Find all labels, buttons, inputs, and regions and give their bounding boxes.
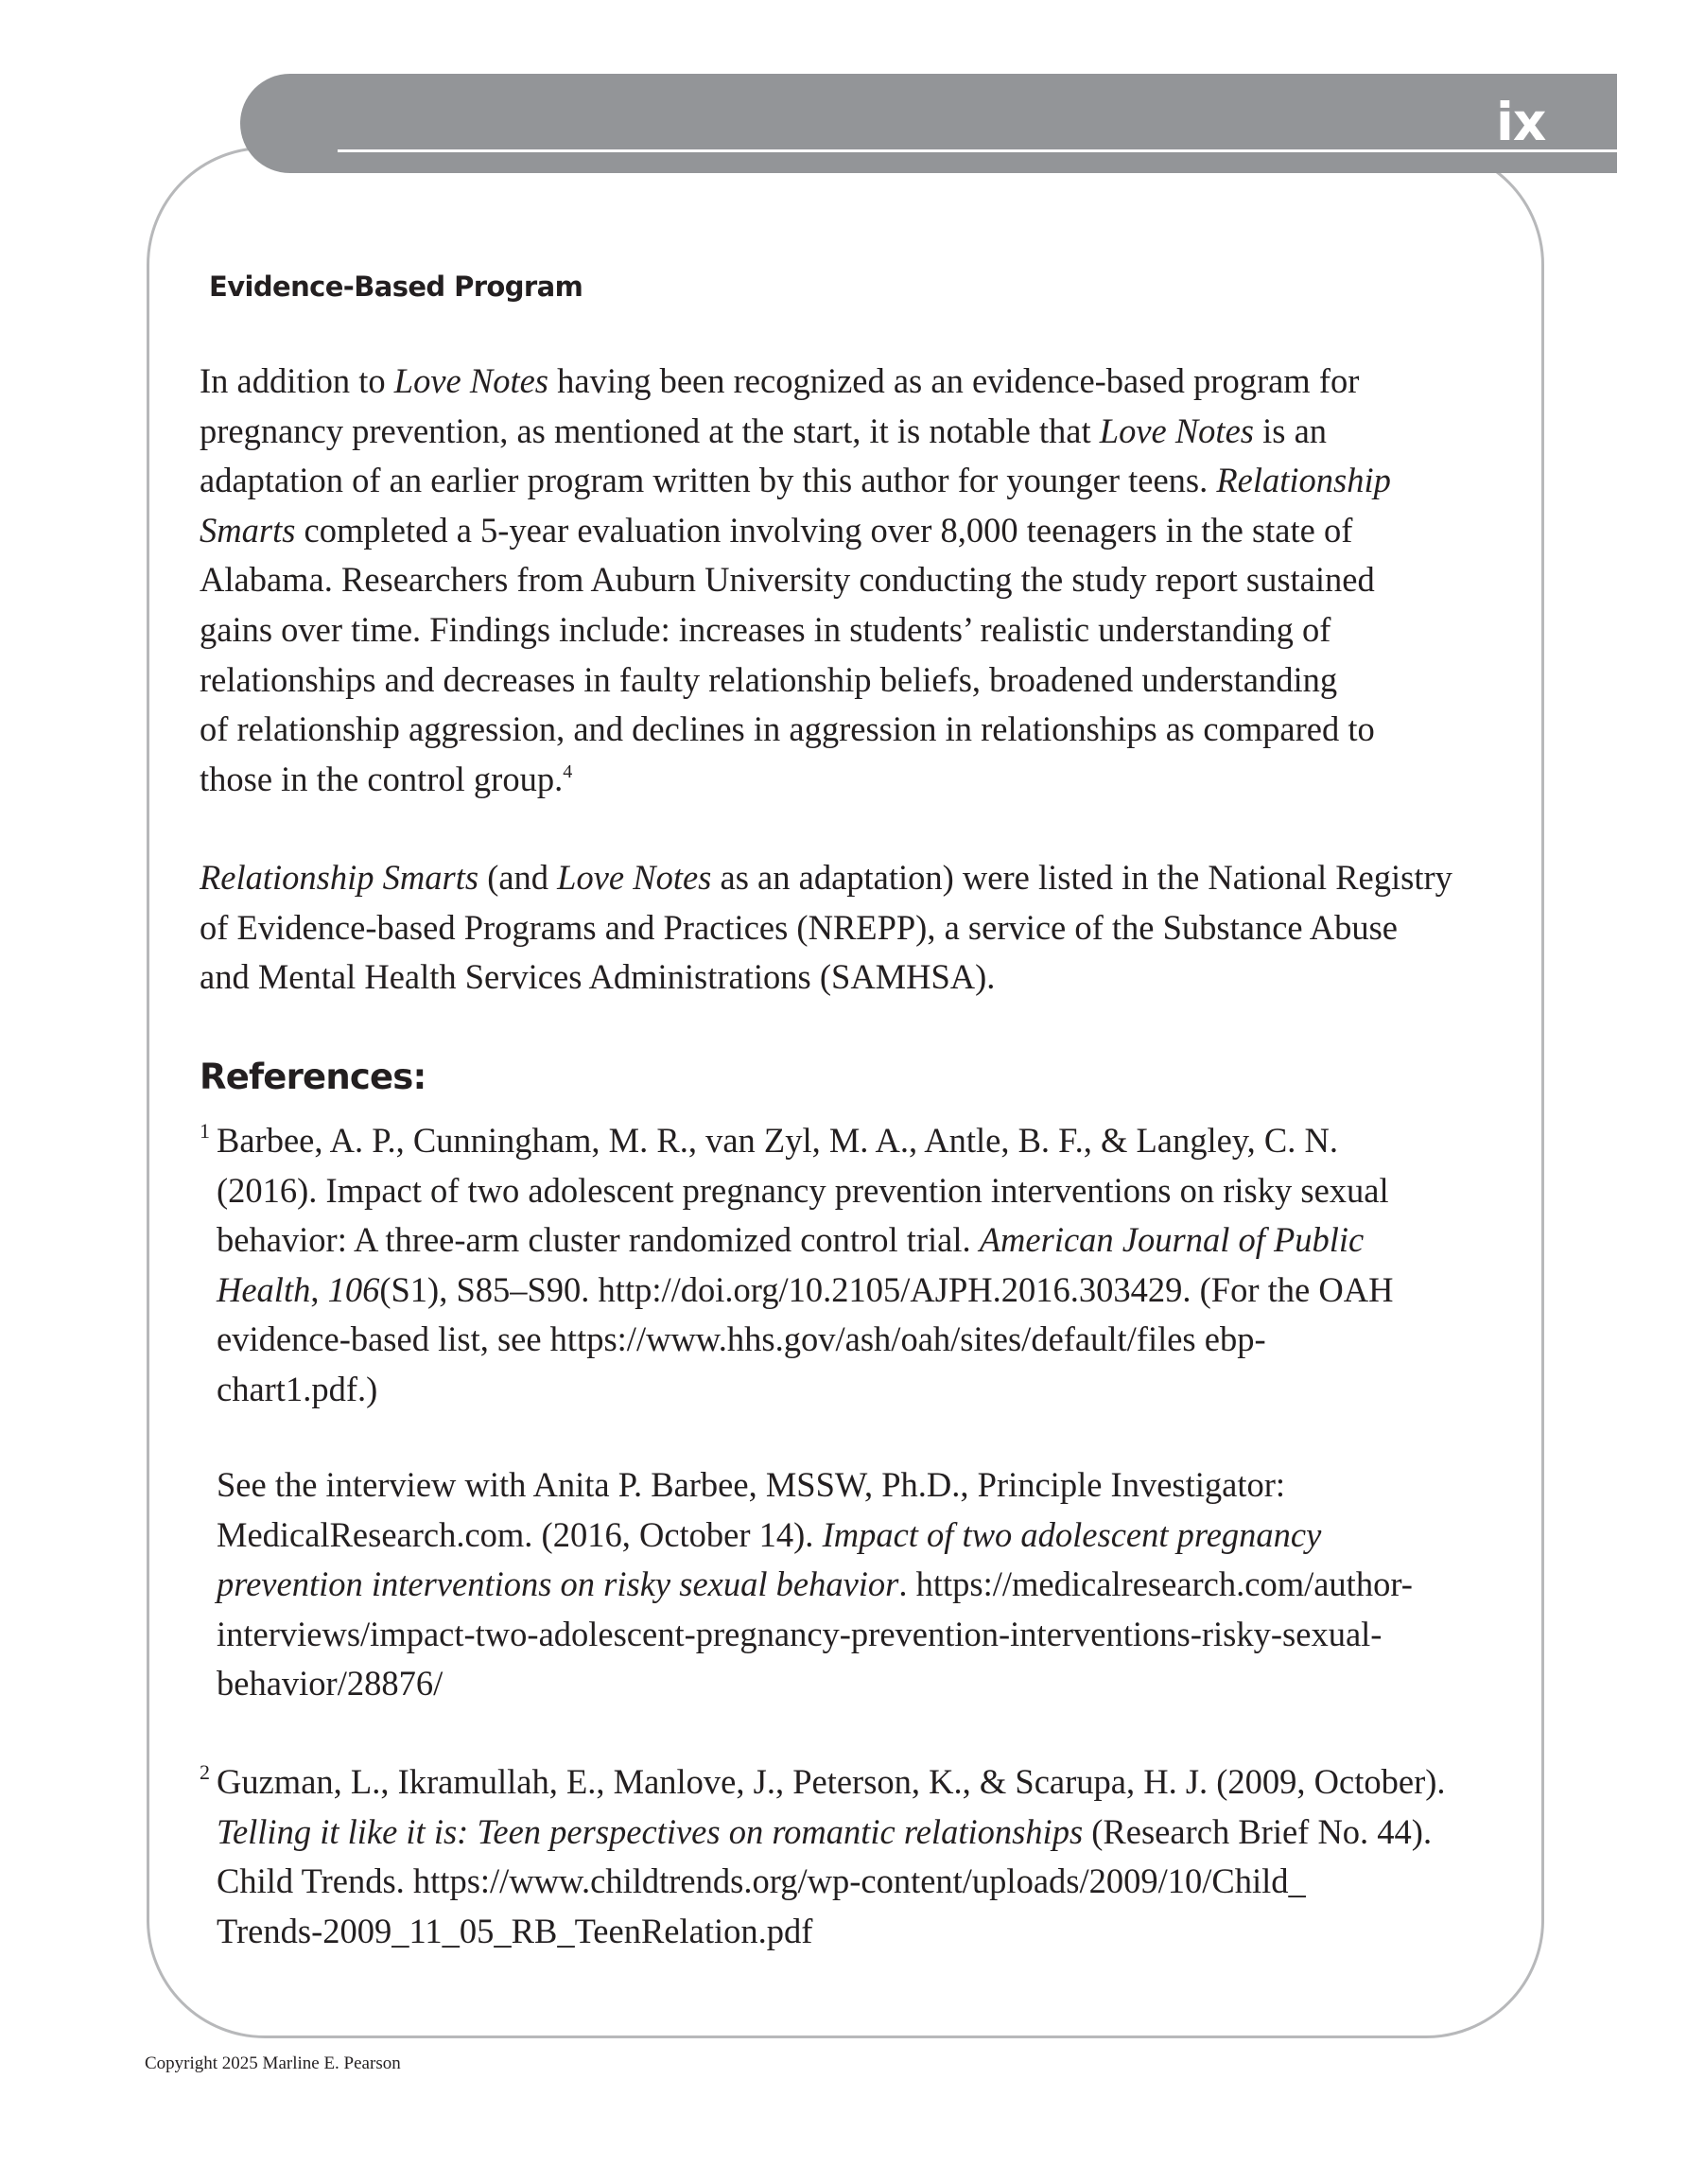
- text-run: interviews/impact-two-adolescent-pregnancy-prevention-interventions-risky-sexual-: [217, 1614, 1383, 1653]
- text-run: as an adaptation) were listed in the National Registry: [711, 858, 1452, 897]
- text-line: [200, 555, 1391, 605]
- italic-run: 106: [327, 1269, 380, 1309]
- italic-run: Love Notes: [393, 361, 549, 400]
- text-run: (Research Brief No. 44).: [1083, 1811, 1433, 1851]
- text-run: pregnancy prevention, as mentioned at the start, it is notable that: [200, 411, 1100, 450]
- text-line: [217, 1757, 1446, 1808]
- italic-run: Telling it like it is: Teen perspectives on romantic relationships: [217, 1811, 1084, 1851]
- text-line: [217, 1166, 1393, 1216]
- text-run: of relationship aggression, and declines in aggression in relationships as compared to: [200, 709, 1375, 749]
- text-line: [217, 1215, 1393, 1266]
- text-line: [217, 1116, 1393, 1166]
- text-line: [200, 456, 1391, 506]
- text-line: [217, 1560, 1413, 1610]
- reference-marker: 1: [200, 1119, 210, 1143]
- section-heading: Evidence-Based Program: [209, 271, 583, 303]
- text-line: [217, 1266, 1393, 1316]
- text-run: those in the control group.: [200, 759, 564, 798]
- header-rule: [338, 149, 1617, 152]
- page-number: ix: [1496, 92, 1546, 152]
- text-line: [200, 755, 1391, 805]
- text-run: of Evidence-based Programs and Practices (NREPP), a service of the Substance Abuse: [200, 907, 1399, 947]
- text-run: MedicalResearch.com. (2016, October 14).: [217, 1514, 823, 1554]
- text-line: [200, 506, 1391, 556]
- text-line: [200, 357, 1391, 407]
- text-line: [217, 1907, 1446, 1957]
- text-run: behavior/28876/: [217, 1664, 443, 1704]
- text-run: Child Trends. https://www.childtrends.org/wp-content/uploads/2009/10/Child_: [217, 1861, 1306, 1901]
- text-line: [217, 1315, 1393, 1365]
- references-heading: References:: [200, 1057, 426, 1097]
- text-line: [200, 605, 1391, 655]
- footnote-marker: 4: [563, 760, 573, 782]
- text-run: . https://medicalresearch.com/author-: [898, 1564, 1413, 1604]
- text-run: behavior: A three-arm cluster randomized control trial.: [217, 1220, 980, 1260]
- text-line: [217, 1808, 1446, 1858]
- text-run: Alabama. Researchers from Auburn University conducting the study report sustained: [200, 560, 1375, 600]
- text-line: [217, 1659, 1413, 1709]
- text-run: (and: [478, 858, 558, 897]
- text-run: gains over time. Findings include: increases in students’ realistic understanding of: [200, 609, 1331, 649]
- text-run: is an: [1253, 411, 1328, 450]
- text-run: adaptation of an earlier program written by this author for younger teens.: [200, 461, 1217, 500]
- text-line: [200, 952, 1452, 1003]
- text-line: [200, 655, 1391, 706]
- text-line: [217, 1511, 1413, 1561]
- text-run: chart1.pdf.): [217, 1369, 378, 1408]
- copyright-notice: Copyright 2025 Marline E. Pearson: [145, 2053, 401, 2073]
- text-run: completed a 5-year evaluation involving over 8,000 teenagers in the state of: [295, 510, 1353, 550]
- text-run: Guzman, L., Ikramullah, E., Manlove, J., Peterson, K., & Scarupa, H. J. (2009, October).: [217, 1762, 1446, 1801]
- text-run: (2016). Impact of two adolescent pregnancy prevention interventions on risky sexual: [217, 1170, 1389, 1210]
- header-bar: [240, 74, 1617, 173]
- italic-run: prevention interventions on risky sexual behavior: [217, 1564, 899, 1604]
- text-run: (S1), S85–S90. http://doi.org/10.2105/AJPH.2016.303429. (For the OAH: [379, 1269, 1394, 1309]
- text-run: Barbee, A. P., Cunningham, M. R., van Zyl, M. A., Antle, B. F., & Langley, C. N.: [217, 1121, 1339, 1160]
- text-run: relationships and decreases in faulty relationship beliefs, broadened understanding: [200, 659, 1338, 699]
- text-run: and Mental Health Services Administrations (SAMHSA).: [200, 957, 996, 997]
- italic-run: American Journal of Public: [979, 1220, 1365, 1260]
- text-line: [200, 407, 1391, 457]
- italic-run: Health: [217, 1269, 311, 1309]
- paragraph-nrepp: [200, 853, 1452, 1003]
- text-line: [200, 903, 1452, 953]
- italic-run: Relationship Smarts: [200, 858, 479, 897]
- reference-item: [217, 1460, 1413, 1709]
- reference-item: [217, 1757, 1446, 1956]
- text-line: [200, 705, 1391, 755]
- italic-run: Relationship: [1216, 461, 1391, 500]
- paragraph-evidence: [200, 357, 1391, 804]
- text-line: [217, 1365, 1393, 1415]
- italic-run: Smarts: [200, 510, 296, 550]
- italic-run: Impact of two adolescent pregnancy: [822, 1514, 1322, 1554]
- text-run: See the interview with Anita P. Barbee, MSSW, Ph.D., Principle Investigator:: [217, 1465, 1286, 1504]
- italic-run: Love Notes: [557, 858, 712, 897]
- text-line: [217, 1857, 1446, 1907]
- text-run: Trends-2009_11_05_RB_TeenRelation.pdf: [217, 1911, 813, 1950]
- italic-run: Love Notes: [1099, 411, 1254, 450]
- text-run: ,: [310, 1269, 328, 1309]
- text-run: In addition to: [200, 361, 394, 400]
- text-run: having been recognized as an evidence-based program for: [548, 361, 1360, 400]
- text-line: [217, 1460, 1413, 1511]
- text-line: [200, 853, 1452, 903]
- reference-marker: 2: [200, 1760, 210, 1784]
- text-run: evidence-based list, see https://www.hhs.gov/ash/oah/sites/default/files ebp-: [217, 1319, 1266, 1359]
- reference-item: [217, 1116, 1393, 1415]
- text-line: [217, 1610, 1413, 1660]
